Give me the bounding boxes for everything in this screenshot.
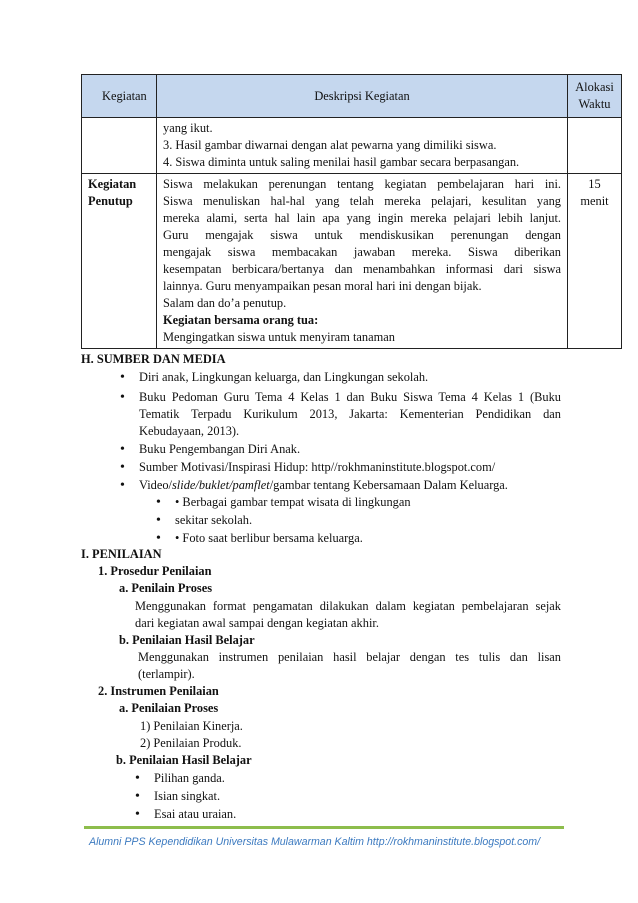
paragraph-line: Menggunakan format pengamatan dilakukan dalam kegiatan pembelajaran sejak [135, 599, 561, 613]
waktu-unit: menit [580, 194, 609, 208]
desc-line: kesempatan berbicara/bertanya dan menambahkan informasi dari siswa [163, 262, 561, 276]
table-cell-deskripsi [157, 174, 568, 349]
sub-list-item: • • Foto saat berlibur bersama keluarga. [175, 530, 363, 547]
list-item: • Esai atau uraian. [154, 806, 236, 823]
list-item: • Isian singkat. [154, 788, 220, 805]
activity-table [81, 74, 622, 349]
desc-line: lainnya. Guru menyampaikan pesan moral hari ini dengan bijak. [163, 279, 482, 293]
numbered-item: 1) Penilaian Kinerja. [140, 719, 243, 733]
waktu-value: 15 [588, 177, 601, 191]
list-item [139, 477, 508, 494]
table-cell-deskripsi [157, 118, 568, 174]
table-cell-kegiatan [82, 174, 157, 349]
subsection-title: b. Penilaian Hasil Belajar [116, 753, 252, 767]
subsection-title: 2. Instrumen Penilaian [98, 684, 219, 698]
footer-text: Alumni PPS Kependidikan Universitas Mulawarman Kaltim http://rokhmaninstitute.blogspot.com/ [89, 836, 541, 848]
desc-bold-line: Kegiatan bersama orang tua: [163, 313, 319, 327]
paragraph-line: (terlampir). [138, 667, 195, 681]
desc-line: 4. Siswa diminta untuk saling menilai hasil gambar secara berpasangan. [163, 155, 520, 169]
subsection-title: b. Penilaian Hasil Belajar [119, 633, 255, 647]
video-media-types: slide/buklet/pamflet [171, 478, 270, 492]
sub-list-item: • sekitar sekolah. [175, 512, 252, 529]
paragraph-line: Menggunakan instrumen penilaian hasil belajar dengan tes tulis dan lisan [138, 650, 561, 664]
desc-line: Siswa melakukan perenungan tentang kegiatan pembelajaran hari ini. [163, 177, 561, 191]
header-alokasi: Alokasi Waktu [568, 75, 622, 118]
desc-line: 3. Hasil gambar diwarnai dengan alat pewarna yang dimiliki siswa. [163, 138, 497, 152]
video-suffix: /gambar tentang Kebersamaan Dalam Keluarga. [269, 478, 508, 492]
subsection-title: 1. Prosedur Penilaian [98, 564, 212, 578]
kegiatan-label: Penutup [88, 194, 133, 208]
list-item-continuation: Kebudayaan, 2013). [139, 424, 240, 438]
desc-line: Mengingatkan siswa untuk menyiram tanaman [163, 330, 395, 344]
table-header-row [82, 75, 622, 118]
desc-line: Guru mengajak siswa untuk mendiskusikan perenungan dengan [163, 228, 561, 242]
footer-divider [84, 826, 564, 829]
list-item: • Diri anak, Lingkungan keluarga, dan Lingkungan sekolah. [139, 369, 428, 386]
header-kegiatan: Kegiatan [82, 75, 157, 118]
table-cell-waktu [568, 118, 622, 174]
desc-line: Salam dan do’a penutup. [163, 296, 287, 310]
list-item: • Buku Pengembangan Diri Anak. [139, 441, 300, 458]
desc-line: mengajak siswa membacakan jawaban mereka. Siswa diberikan [163, 245, 561, 259]
numbered-item: 2) Penilaian Produk. [140, 736, 242, 750]
subsection-title: a. Penilaian Proses [119, 701, 219, 715]
paragraph-line: dari kegiatan awal sampai dengan kegiatan akhir. [135, 616, 379, 630]
list-item: • Pilihan ganda. [154, 770, 225, 787]
list-item-continuation: Tematik Terpadu Kurikulum 2013, Jakarta: Kementerian Pendidikan dan [139, 407, 561, 421]
list-item: • Buku Pedoman Guru Tema 4 Kelas 1 dan Buku Siswa Tema 4 Kelas 1 (Buku [139, 389, 561, 406]
header-deskripsi: Deskripsi Kegiatan [157, 75, 568, 118]
section-i-title: I. PENILAIAN [81, 547, 162, 561]
subsection-title: a. Penilain Proses [119, 581, 213, 595]
desc-line: Siswa menuliskan hal-hal yang telah mereka pelajari, kesulitan yang [163, 194, 561, 208]
table-cell-kegiatan [82, 118, 157, 174]
desc-line: mereka alami, serta hal lain apa yang ingin mereka pelajari lebih lanjut. [163, 211, 561, 225]
video-prefix: Video/ [139, 478, 172, 492]
kegiatan-label: Kegiatan [88, 177, 137, 191]
table-row [82, 118, 622, 174]
desc-line: yang ikut. [163, 121, 213, 135]
section-h-title: H. SUMBER DAN MEDIA [81, 352, 226, 366]
sub-list-item: • • Berbagai gambar tempat wisata di lingkungan [175, 494, 411, 511]
table-row [82, 174, 622, 349]
list-item: • Sumber Motivasi/Inspirasi Hidup: http//rokhmaninstitute.blogspot.com/ [139, 459, 495, 476]
table-cell-waktu [568, 174, 622, 349]
